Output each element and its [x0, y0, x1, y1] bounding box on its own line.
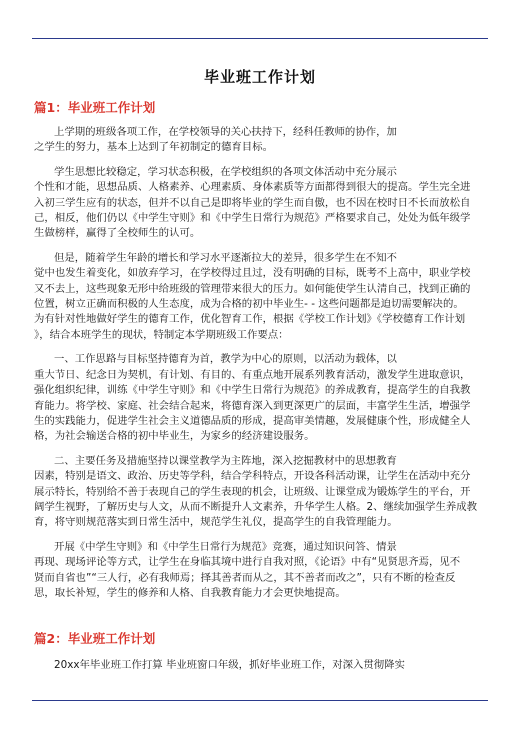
paragraph: [34, 454, 486, 531]
text-line: 为有针对性地做好学生的德育工作，优化智育工作，根据《学校工作计划》《学校德育工作计划: [34, 313, 466, 326]
text-line: 阔学生视野，了解历史与人文，从而不断提升人文素养，升华学生人格。2、继续加强学生养成教: [34, 500, 478, 513]
text-line: 位置，树立正确而积极的人生态度，成为合格的初中毕业生- - 这些问题都是迫切需要解决的。: [34, 298, 464, 311]
text-line: 又不去上，这些现象无形中给班级的管理带来很大的压力。如何能使学生认清自己，找到正确的: [34, 282, 471, 295]
text-line: 强化组织纪律，训练《中学生守则》和《中学生日常行为规范》的养成教育，提高学生的自我教: [34, 384, 471, 397]
text-line: 但是，随着学生年龄的增长和学习水平逐渐拉大的差异，很多学生在不知不: [54, 251, 397, 264]
paragraph: [34, 352, 486, 444]
text-line: 》，结合本班学生的现状，特制定本学期班级工作要点：: [34, 328, 289, 341]
paragraph: [34, 251, 486, 343]
bottom-rule: [32, 700, 488, 701]
text-line: 之学生的努力，基本上达到了年初制定的德育目标。: [34, 141, 273, 154]
section-2-heading: 篇2：毕业班工作计划: [34, 631, 156, 646]
text-line: 思，取长补短，学生的修养和人格、自我教育能力才会更快地提高。: [34, 586, 346, 599]
top-rule: [32, 38, 488, 39]
text-line: 重大节日、纪念日为契机，有计划、有目的、有重点地开展系列教育活动，激发学生进取意识，: [34, 368, 471, 381]
text-line: 开展《中学生守则》和《中学生日常行为规范》竞赛，通过知识问答、情景: [54, 540, 397, 553]
text-line: 觉中也发生着变化，如放弃学习，在学校得过且过，没有明确的目标，既考不上高中，职业学校: [34, 267, 471, 280]
text-line: 己，相反，他们仍以《中学生守则》和《中学生日常行为规范》严格要求自己，处处为低年级学: [34, 212, 471, 225]
section-1-heading: 篇1：毕业班工作计划: [34, 100, 156, 115]
paragraph: [34, 165, 486, 242]
text-line: 贤而自省也”“三人行，必有我师焉；择其善者而从之，其不善者而改之”，只有不断的检查反: [34, 571, 456, 584]
text-line: 再现、现场评论等方式，让学生在身临其境中进行自我对照，《论语》中有“见贤思齐焉，见不: [34, 556, 461, 569]
text-line: 学生思想比较稳定，学习状态积极，在学校组织的各项文体活动中充分展示: [54, 165, 397, 178]
text-line: 二、主要任务及措施坚持以课堂教学为主阵地，深入挖掘教材中的思想教育: [54, 454, 397, 467]
text-line: 生的实践能力，促进学生社会主义道德品质的形成，提高审美情趣，发展健康个性，形成健全人: [34, 414, 471, 427]
text-line: 个性和才能，思想品质、人格素养、心理素质、身体素质等方面都得到很大的提高。学生完全进: [34, 181, 471, 194]
section-1-body: [34, 125, 486, 610]
text-line: 格，为社会输送合格的初中毕业生，为家乡的经济建设服务。: [34, 430, 315, 443]
text-line: 育能力。将学校、家庭、社会结合起来，将德育深入到更深更广的层面，丰富学生生活，增强学: [34, 399, 471, 412]
text-line: 育，将守则规范落实到日常生活中，规范学生礼仪，提高学生的自我管理能力。: [34, 516, 398, 529]
paragraph: [34, 125, 486, 156]
text-line: 上学期的班级各项工作，在学校领导的关心扶持下，经科任教师的协作，加: [54, 126, 397, 138]
text-line: 入初三学生应有的状态，但并不以自己是即将毕业的学生而自傲，也不因在校时日不长而放松自: [34, 196, 471, 209]
text-line: 生做榜样，赢得了全校师生的认可。: [34, 227, 201, 240]
text-line: 一、工作思路与目标坚持德育为首，教学为中心的原则，以活动为载体，以: [54, 353, 397, 366]
section-2-first-line: 20xx年毕业班工作打算 毕业班窗口年级，抓好毕业班工作，对深入贯彻降实: [54, 659, 405, 671]
text-line: 展示特长，特别给不善于表现自己的学生表现的机会，让班级、让课堂成为锻炼学生的平台，开: [34, 485, 471, 498]
text-line: 因素，特别是语文、政治、历史等学科，结合学科特点，开设各科活动课，让学生在活动中充分: [34, 470, 471, 483]
paragraph: [34, 540, 486, 602]
document-title: 毕业班工作计划: [203, 68, 316, 86]
